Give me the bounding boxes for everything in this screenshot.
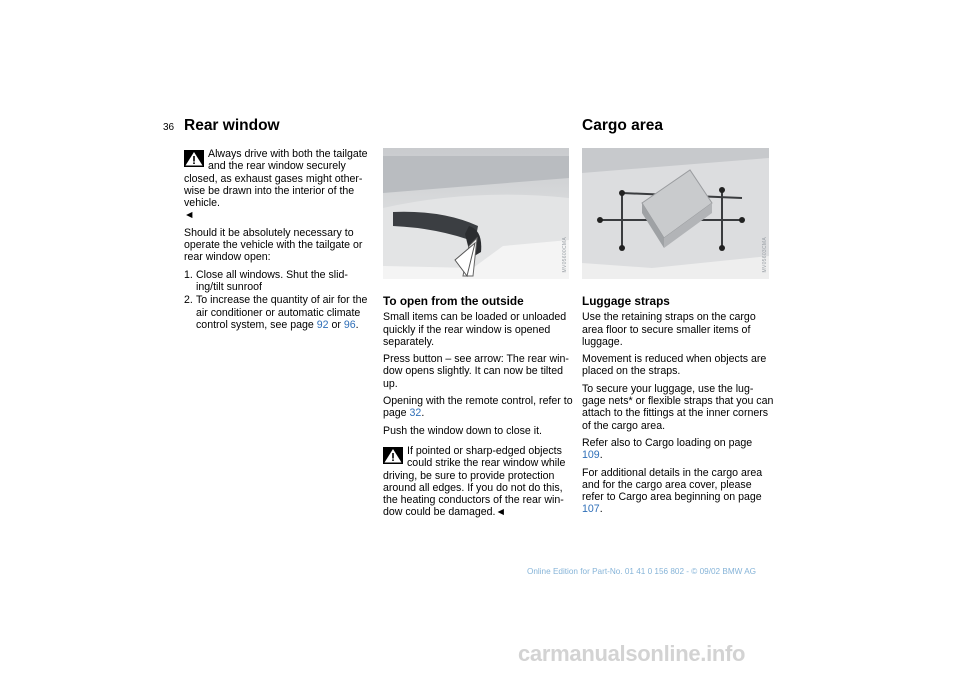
paragraph: Push the window down to close it. <box>383 424 542 437</box>
page-link-109[interactable]: 109 <box>582 449 600 462</box>
page-link-107[interactable]: 107 <box>582 503 600 516</box>
paragraph <box>383 395 575 420</box>
cargo-straps-photo <box>582 148 769 279</box>
page-link-32[interactable]: 32 <box>409 407 422 420</box>
step-1 <box>184 269 374 294</box>
step-text: To increase the quantity of air for the air conditioner or automatic climate control system, see page <box>196 294 368 331</box>
connector-text: or <box>331 318 341 331</box>
warning-block <box>383 445 575 519</box>
cargo-straps-illustration <box>582 148 769 279</box>
warning-line: could strike the rear window while <box>407 457 566 470</box>
step-number: 2. <box>184 294 193 307</box>
image-code: MV05600CMA <box>562 237 568 273</box>
watermark: carmanualsonline.info <box>518 641 746 666</box>
page-link-96[interactable]: 96 <box>343 318 356 331</box>
paragraph: Small items can be loaded or unloaded quickly if the rear window is opened separately. <box>383 311 567 348</box>
paragraph-text: Refer also to Cargo loading on page <box>582 436 753 449</box>
image-code: MV05603CMA <box>762 237 768 273</box>
warning-line: wise be drawn into the interior of the <box>184 184 355 197</box>
step-text: Close all windows. Shut the slid-ing/tilt sunroof <box>196 268 348 293</box>
column-luggage-straps <box>582 295 774 521</box>
rear-window-illustration <box>383 148 569 279</box>
warning-line: and the rear window securely <box>208 160 346 173</box>
warning-line: closed, as exhaust gases might other- <box>184 172 363 185</box>
subheading-luggage-straps: Luggage straps <box>582 294 670 308</box>
warning-first-line: If pointed or sharp-edged objects <box>407 444 562 457</box>
warning-triangle-icon <box>383 447 403 464</box>
period: . <box>599 449 603 462</box>
paragraph <box>582 467 774 516</box>
period: . <box>421 407 425 420</box>
period: . <box>599 503 603 516</box>
paragraph: Use the retaining straps on the cargo area floor to secure smaller items of luggage. <box>582 311 756 348</box>
period: . <box>355 318 359 331</box>
column-open-from-outside <box>383 295 575 519</box>
warning-line-last <box>383 506 575 518</box>
subheading-open-from-outside: To open from the outside <box>383 294 524 308</box>
warning-line: driving, be sure to provide protection <box>383 469 555 482</box>
column-rear-window <box>184 148 374 332</box>
step-2 <box>184 294 374 331</box>
paragraph-text: For additional details in the cargo area and for the cargo area cover, please refer to Cargo area beginning on page <box>582 466 763 504</box>
rear-window-photo <box>383 148 569 279</box>
intro-paragraph: Should it be absolutely necessary to operate the vehicle with the tailgate or rear window open: <box>184 226 363 264</box>
footer-edition-note: Online Edition for Part-No. 01 41 0 156 802 - © 09/02 BMW AG <box>527 567 757 576</box>
section-title-cargo-area: Cargo area <box>582 117 663 134</box>
warning-triangle-icon <box>184 150 204 167</box>
warning-end-mark: ◄ <box>184 209 195 222</box>
step-number: 1. <box>184 268 193 281</box>
page-link-92[interactable]: 92 <box>316 318 329 331</box>
warning-first-line: Always drive with both the tailgate <box>208 148 368 160</box>
page-number: 36 <box>163 122 175 133</box>
paragraph: Press button – see arrow: The rear win-dow opens slightly. It can now be tilted up. <box>383 353 569 390</box>
warning-line: around all edges. If you do not do this, <box>383 481 563 494</box>
paragraph <box>582 437 774 462</box>
paragraph: To secure your luggage, use the lug-gage nets* or flexible straps that you can attach to the fittings at the inner corners of the cargo area. <box>582 382 774 432</box>
warning-end-mark: ◄ <box>495 506 506 519</box>
paragraph-text: Opening with the remote control, refer to page <box>383 395 573 420</box>
warning-line: vehicle. <box>184 197 220 210</box>
section-title-rear-window: Rear window <box>184 117 280 134</box>
warning-line: the heating conductors of the rear win- <box>383 494 564 507</box>
warning-text: dow could be damaged. <box>383 506 496 519</box>
paragraph: Movement is reduced when objects are placed on the straps. <box>582 353 767 378</box>
steps-list <box>184 269 374 331</box>
